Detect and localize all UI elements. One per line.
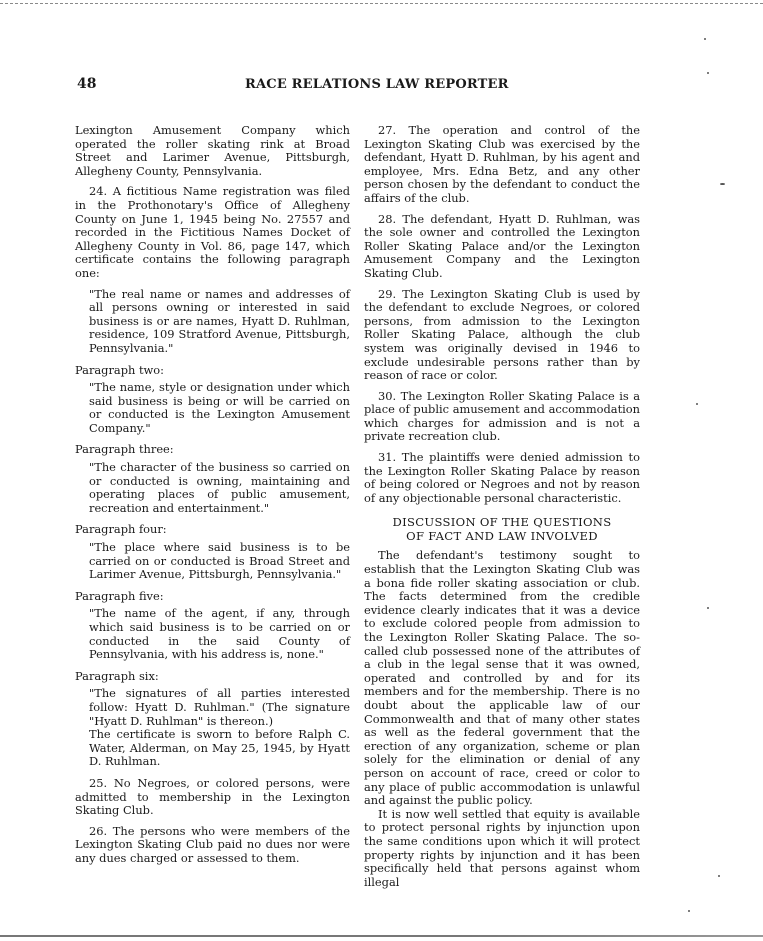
page-number: 48	[77, 76, 97, 92]
paragraph-24: 24. A fictitious Name registration was filed in the Prothonotary's Office of Allegheny County on June 1, 1945 being No. 27557 and recorded in the Fictitious Names Docket of Allegheny County in Vol. 86, page 147, which certificate contains the following paragraph one:	[75, 184, 350, 280]
top-dashed-rule	[0, 3, 763, 4]
quote-paragraph-five: "The name of the agent, if any, through which said business is to be carried on or conducted in the said County of Pennsylvania, with his address is, none."	[89, 606, 350, 662]
heading-line-2: OF FACT AND LAW INVOLVED	[406, 529, 598, 544]
label-paragraph-four: Paragraph four:	[75, 522, 167, 537]
scan-speck	[720, 183, 725, 185]
right-column	[364, 124, 640, 889]
paragraph-29: 29. The Lexington Skating Club is used by the defendant to exclude Negroes, or colored persons, from admission to the Lexington Roller Skating Palace, although the club system was originally devised in 1946 to exclude undesirable persons rather than by reason of race or color.	[364, 286, 640, 383]
paragraph-26: 26. The persons who were members of the Lexington Skating Club paid no dues nor were any dues charged or assessed to them.	[75, 823, 350, 865]
paragraph-28: 28. The defendant, Hyatt D. Ruhlman, was the sole owner and controlled the Lexington Roller Skating Palace and/or the Lexington Amusement Company and the Lexington Skating Club.	[364, 211, 640, 280]
scan-speck	[707, 607, 709, 609]
discussion-paragraph-2: It is now well settled that equity is available to protect personal rights by injunction upon the same conditions upon which it will protect property rights by injunction and it has been specifically held that persons against whom illegal	[364, 806, 640, 889]
scan-speck	[704, 38, 706, 40]
paragraph-30: 30. The Lexington Roller Skating Palace is a place of public amusement and accommodation which charges for admission and is not a private recreation club.	[364, 388, 640, 444]
certificate-sworn-note: The certificate is sworn to before Ralph C. Water, Alderman, on May 25, 1945, by Hyatt D. Ruhlman.	[89, 727, 350, 769]
scan-speck	[707, 72, 709, 74]
quote-paragraph-two: "The name, style or designation under which said business is being or will be carried on or conducted is the Lexington Amusement Company."	[89, 380, 350, 435]
quote-paragraph-three: "The character of the business so carried on or conducted is owning, maintaining and operating places of public amusement, recreation and entertainment."	[89, 460, 350, 515]
paragraph-31: 31. The plaintiffs were denied admission to the Lexington Roller Skating Palace by reason of being colored or Negroes and not by reason of any objectionable personal characteristic.	[364, 450, 640, 505]
paragraph-25: 25. No Negroes, or colored persons, were admitted to membership in the Lexington Skating Club.	[75, 775, 350, 818]
heading-line-1: DISCUSSION OF THE QUESTIONS	[392, 515, 612, 530]
scan-speck	[688, 910, 690, 912]
scan-speck	[696, 403, 698, 405]
quote-paragraph-one: "The real name or names and addresses of all persons owning or interested in said business is or are names, Hyatt D. Ruhlman, residence, 109 Stratford Avenue, Pittsburgh, Pennsylvania."	[89, 286, 350, 355]
label-paragraph-six: Paragraph six:	[75, 668, 159, 683]
section-heading	[364, 515, 640, 543]
bottom-rule	[0, 935, 763, 937]
label-paragraph-three: Paragraph three:	[75, 442, 174, 457]
scan-speck	[718, 875, 720, 877]
paragraph-27: 27. The operation and control of the Lexington Skating Club was exercised by the defendant, Hyatt D. Ruhlman, by his agent and employee, Mrs. Edna Betz, and any other person chosen by the defendant to conduct the affairs of the club.	[364, 123, 640, 205]
label-paragraph-five: Paragraph five:	[75, 588, 164, 603]
label-paragraph-two: Paragraph two:	[75, 362, 164, 377]
left-column	[75, 124, 350, 873]
paragraph-continued: Lexington Amusement Company which operated the roller skating rink at Broad Street and Larimer Avenue, Pittsburgh, Allegheny County, Pennsylvania.	[75, 123, 350, 178]
discussion-paragraph-1: The defendant's testimony sought to establish that the Lexington Skating Club was a bona fide roller skating association or club. The facts determined from the credible evidence clearly indicates that it was a device to exclude colored people from admission to the Lexington Roller Skating Palace. The so-called club possessed none of the attributes of a club in the legal sense that it was owned, operated and controlled by and for its members and for the membership. There is no doubt about the applicable law of our Commonwealth and that of many other states as well as the federal government that the erection of any organization, scheme or plan solely for the elimination or denial of any person on account of race, creed or color to any place of public accommodation is unlawful and against the public policy.	[364, 548, 640, 808]
running-head: RACE RELATIONS LAW REPORTER	[245, 77, 509, 92]
quote-paragraph-six: "The signatures of all parties interested follow: Hyatt D. Ruhlman." (The signature "Hyatt D. Ruhlman" is thereon.)	[89, 686, 350, 728]
quote-paragraph-four: "The place where said business is to be carried on or conducted is Broad Street and Larimer Avenue, Pittsburgh, Pennsylvania."	[89, 540, 350, 582]
